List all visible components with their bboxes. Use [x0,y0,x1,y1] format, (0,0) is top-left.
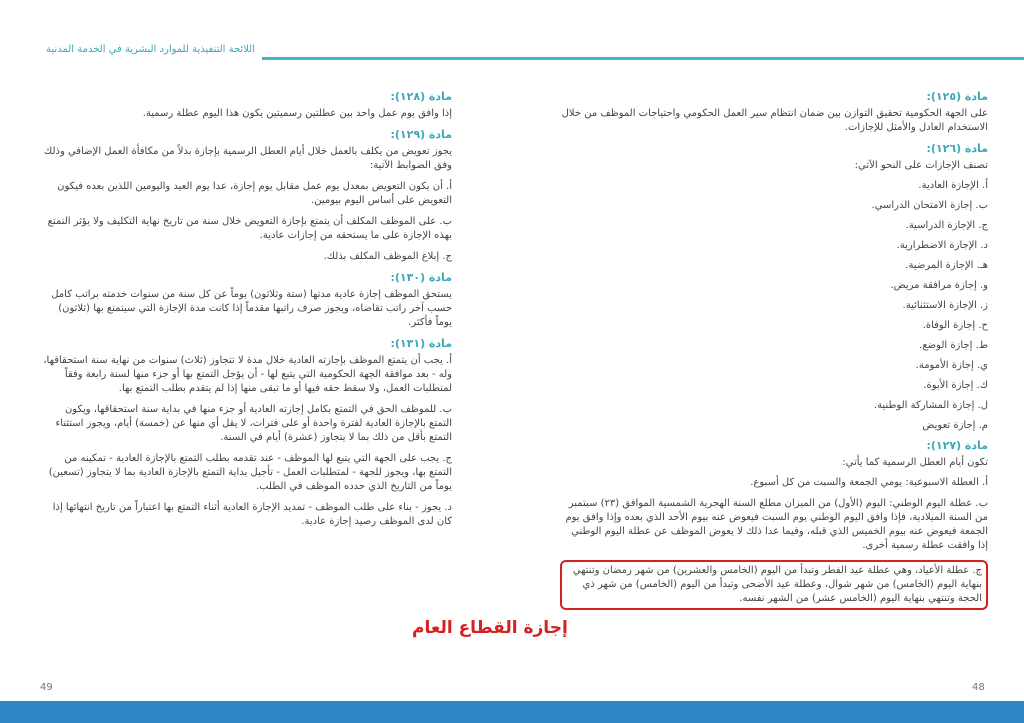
list-item: ز. الإجازة الاستثنائية. [902,300,988,311]
article-paragraph: أ. أن يكون التعويض بمعدل يوم عمل مقابل يوم إجازة، عدا يوم العيد واليومين اللذين بعده فيكون التعويض على أساس اليوم بيومين. [57,181,452,206]
article-title: مادة (١٢٥): [926,90,988,103]
document-title: اللائحة التنفيذية للموارد البشرية في الخدمة المدنية [46,44,255,55]
article-title: مادة (١٢٧): [926,439,988,452]
list-item: ط. إجازة الوضع. [919,340,988,351]
footer-bar [0,701,1024,723]
article-title: مادة (١٢٦): [926,142,988,155]
list-item: ب. إجازة الامتحان الدراسي. [871,200,988,211]
article-paragraph: ب. على الموظف المكلف أن يتمتع بإجازة التعويض خلال سنة من تاريخ نهاية التكليف ولا يؤثر التمتع بهذه الإجازة على ما يستحقه من إجازات عادية. [47,216,452,241]
right-page-column [560,90,988,610]
list-item: و. إجازة مرافقة مريض. [890,280,988,291]
article-paragraph: ب. للموظف الحق في التمتع بكامل إجازته العادية أو جزء منها في بداية سنة استحقاقها، ويكون التمتع بالإجازة العادية لفترة واحدة أو على فترات، لا يقل أي منها عن (خمسة) أيام، ويجوز استثناء التمتع بأقل من ذلك بما لا يتجاوز (عشرة) أيام في السنة. [55,404,452,443]
list-item: م. إجازة تعويض [922,420,988,431]
article-paragraph: ج. إبلاغ الموظف المكلف بذلك. [323,251,452,262]
list-item: ح. إجازة الوفاة. [922,320,988,331]
list-item: ج. الإجازة الدراسية. [905,220,988,231]
article-paragraph: د. يجوز - بناء على طلب الموظف - تمديد الإجازة العادية أثناء التمتع بها اعتباراً من تاريخ انتهائها إذا كان لدى الموظف رصيد إجازة عادية. [52,502,452,527]
article-title: مادة (١٣٠): [390,271,452,284]
article-paragraph: إذا وافق يوم عمل واحد بين عطلتين رسميتين يكون هذا اليوم عطلة رسمية. [142,108,452,119]
list-item: أ. الإجازة العادية. [918,180,988,191]
article-paragraph: أ. العطلة الاسبوعية: يومي الجمعة والسبت من كل أسبوع. [750,477,988,488]
list-intro: تكون أيام العطل الرسمية كما يأتي: [842,457,988,468]
list-item: ي. إجازة الأمومة. [915,360,988,371]
article-paragraph: ج. يجب على الجهة التي يتبع لها الموظف - عند تقدمه بطلب التمتع بالإجازة العادية - تمكينه من التمتع بها، ويجوز للجهة - لمتطلبات العمل - تأجيل بداية التمتع بالإجازة العادية بما لا يتجاوز (تسعين) يوماً من التاريخ الذي حدده الموظف في الطلب. [48,453,452,492]
article-paragraph: يستحق الموظف إجازة عادية مدتها (ستة وثلاثون) يوماً عن كل سنة من سنوات خدمته براتب كامل حسب آخر راتب تقاضاه، ويجوز صرف راتبها مقدماً إذا كانت مدة الإجازة التي سيتمتع بها (ثلاثون) يوماً فأكثر. [51,289,452,328]
page-number-right: 48 [972,682,985,693]
header-line [262,57,1024,60]
list-item: هـ. الإجازة المرضية. [905,260,988,271]
page-number-left: 49 [40,682,53,693]
list-item: د. الإجازة الاضطرارية. [896,240,988,251]
article-paragraph: ب. عطلة اليوم الوطني: اليوم (الأول) من الميزان مطلع السنة الهجرية الشمسية الموافق (٢٣) سبتمبر من السنة الميلادية، فإذا وافق اليوم الوطني يوم السبت فيعوض عنه بيوم الأحد الذي بعده وإذا وافق يوم الجمعة فيعوض عنه بيوم الخميس الذي قبله، وفيما عدا ذلك لا يعوض الموظف عن عطلة اليوم الوطني إذا وافقت عطلة رسمية أخرى. [565,498,988,551]
list-item: ك. إجازة الأبوة. [923,380,988,391]
annotation-label: إجازة القطاع العام [412,618,568,638]
article-paragraph: أ. يجب أن يتمتع الموظف بإجازته العادية خلال مدة لا تتجاوز (ثلاث) سنوات من نهاية سنة استحقاقها، وله - بعد موافقة الجهة الحكومية التي يتبع لها - أن يؤجل التمتع بها أو جزء منها لسنة رابعة وفقاً لمتطلبات العمل، ولا سقط حقه فيها أو ما تبقى منها إذا لم يتقدم بطلب التمتع بها. [43,355,452,394]
article-paragraph: يجوز تعويض من يكلف بالعمل خلال أيام العطل الرسمية بإجازة بدلاً من مكافأة العمل الإضافي وذلك وفق الضوابط الآتية: [44,146,452,171]
article-title: مادة (١٢٨): [390,90,452,103]
list-item: ل. إجازة المشاركة الوطنية. [873,400,988,411]
highlighted-paragraph: ج. عطلة الأعياد، وهي عطلة عيد الفطر وتبدأ من اليوم (الخامس والعشرين) من شهر رمضان وتنتهي بنهاية اليوم (الخامس) من شهر شوال، وعطلة عيد الأضحى وتبدأ من اليوم (الخامس) من شهر ذي الحجة وتنتهي بنهاية اليوم (الخامس عشر) من الشهر نفسه. [560,560,988,610]
list-intro: تصنف الإجازات على النحو الآتي: [854,160,988,171]
article-paragraph: على الجهة الحكومية تحقيق التوازن بين ضمان انتظام سير العمل الحكومي واحتياجات الموظف من خلال الاستخدام العادل والأمثل للإجازات. [561,108,988,133]
article-title: مادة (١٣١): [390,337,452,350]
article-title: مادة (١٢٩): [390,128,452,141]
left-page-column [40,90,452,536]
